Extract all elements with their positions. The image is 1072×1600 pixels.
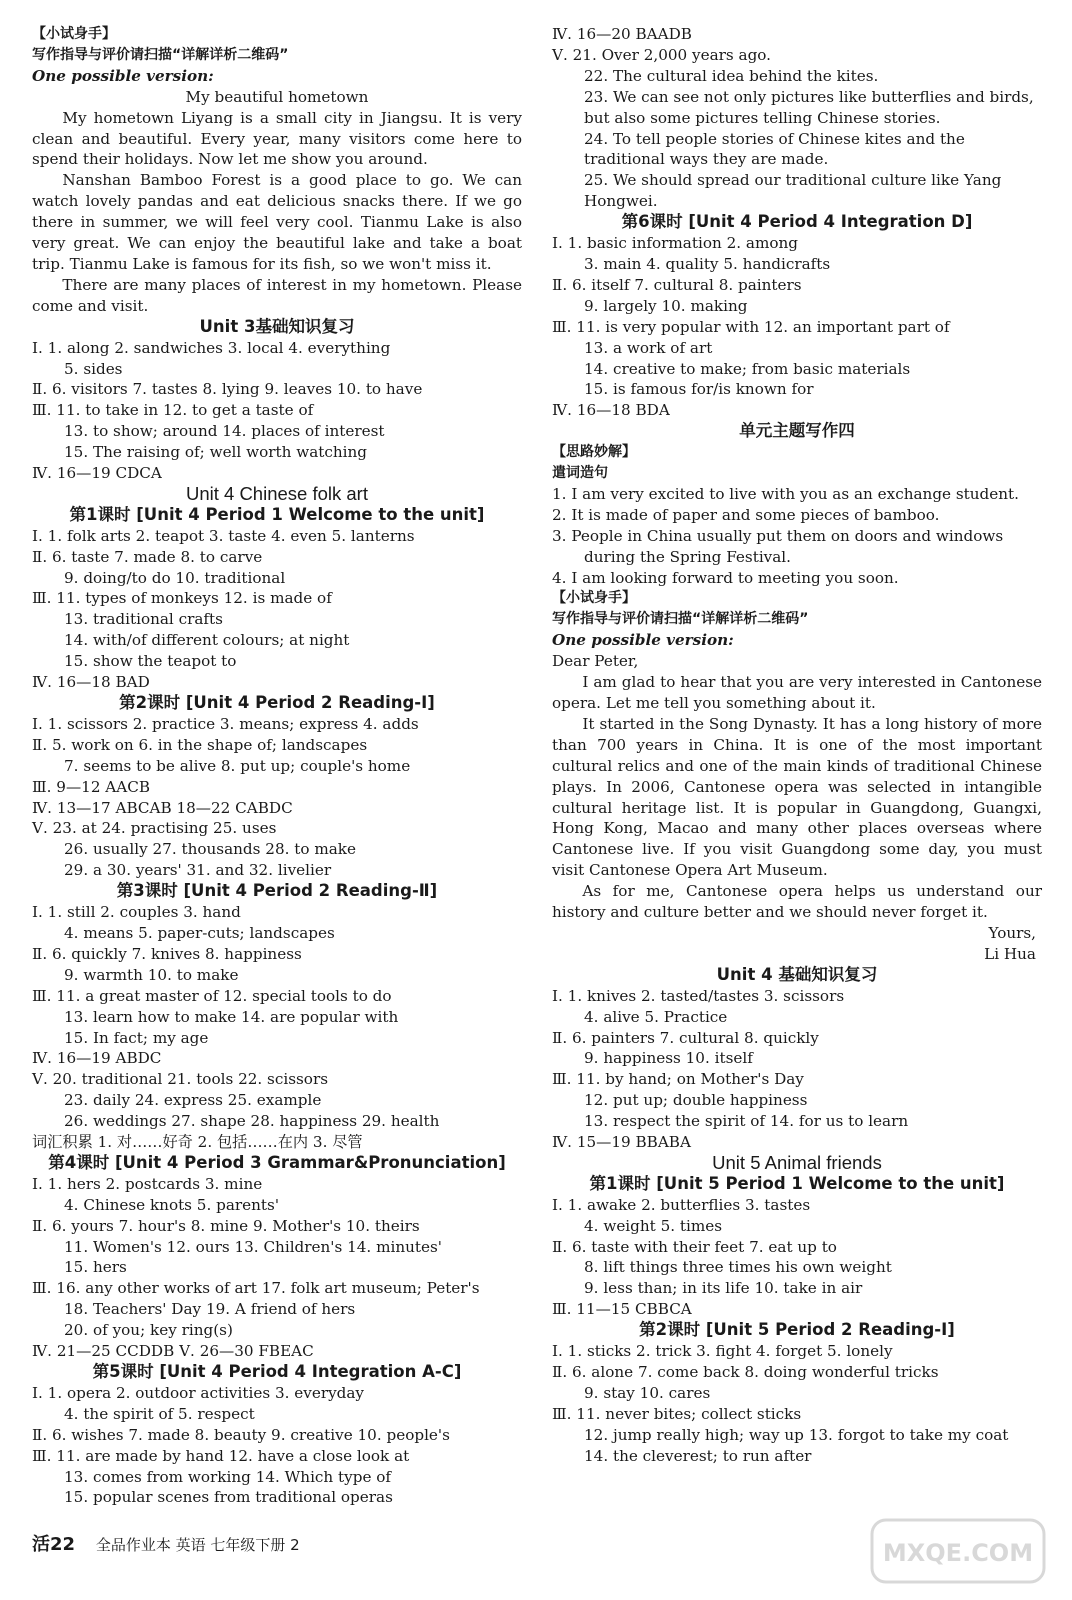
right-line-46: 第1课时 [Unit 5 Period 1 Welcome to the unit] bbox=[589, 1173, 1005, 1193]
left-line-19: 9. doing/to do 10. traditional bbox=[64, 568, 286, 587]
right-line-4: but also some pictures telling Chinese stories. bbox=[584, 108, 941, 127]
right-line-18: Ⅳ. 16—18 BDA bbox=[552, 401, 670, 420]
right-line-40: 9. happiness 10. itself bbox=[584, 1049, 753, 1068]
left-line-40: 13. learn how to make 14. are popular with bbox=[64, 1007, 399, 1026]
right-line-19: 单元主题写作四 bbox=[739, 421, 855, 441]
right-line-26: 4. I am looking forward to meeting you soon. bbox=[552, 568, 899, 587]
right-line-53: 第2课时 [Unit 5 Period 2 Reading-Ⅰ] bbox=[639, 1320, 955, 1340]
right-line-14: Ⅲ. 11. is very popular with 12. an important part of bbox=[552, 317, 950, 336]
left-line-63: 15. popular scenes from traditional operas bbox=[64, 1488, 393, 1507]
right-line-1: Ⅴ. 21. Over 2,000 years ago. bbox=[552, 45, 772, 64]
right-line-48: 4. weight 5. times bbox=[584, 1216, 723, 1235]
left-line-47: 第4课时 [Unit 4 Period 3 Grammar&Pronunciation] bbox=[48, 1152, 506, 1172]
left-line-43: Ⅴ. 20. traditional 21. tools 22. scissors bbox=[32, 1070, 329, 1089]
right-line-50: 8. lift things three times his own weight bbox=[584, 1258, 892, 1277]
left-line-55: 20. of you; key ring(s) bbox=[64, 1321, 233, 1340]
left-line-39: Ⅲ. 11. a great master of 12. special tools to do bbox=[32, 986, 392, 1005]
left-line-53: Ⅲ. 16. any other works of art 17. folk art museum; Peter's bbox=[32, 1279, 480, 1298]
right-line-16: 14. creative to make; from basic materials bbox=[584, 359, 911, 378]
right-line-41: Ⅲ. 11. by hand; on Mother's Day bbox=[552, 1070, 804, 1089]
left-line-1: 写作指导与评价请扫描“详解详析二维码” bbox=[32, 46, 289, 63]
left-line-11: Ⅲ. 11. to take in 12. to get a taste of bbox=[32, 401, 314, 420]
right-line-5: 24. To tell people stories of Chinese kites and the bbox=[584, 129, 965, 148]
right-line-29: One possible version: bbox=[552, 631, 734, 650]
right-line-7: 25. We should spread our traditional culture like Yang bbox=[584, 171, 1002, 190]
left-line-31: Ⅴ. 23. at 24. practising 25. uses bbox=[32, 819, 277, 838]
right-line-17: 15. is famous for/is known for bbox=[584, 380, 814, 399]
right-line-6: traditional ways they are made. bbox=[584, 150, 829, 169]
right-line-20: 【思路妙解】 bbox=[552, 444, 636, 461]
page-footer bbox=[32, 1530, 300, 1556]
right-line-49: Ⅱ. 6. taste with their feet 7. eat up to bbox=[552, 1237, 837, 1256]
right-line-13: 9. largely 10. making bbox=[584, 296, 748, 315]
book-title: 全品作业本 英语 七年级下册 2 bbox=[95, 1536, 300, 1554]
right-line-21: 遣词造句 bbox=[552, 465, 608, 482]
left-line-28: 7. seems to be alive 8. put up; couple's home bbox=[64, 756, 411, 775]
left-line-54: 18. Teachers' Day 19. A friend of hers bbox=[64, 1300, 356, 1319]
right-line-52: Ⅲ. 11—15 CBBCA bbox=[552, 1300, 692, 1319]
right-line-45: Unit 5 Animal friends bbox=[712, 1151, 882, 1173]
right-line-32: It started in the Song Dynasty. It has a long history of more than 700 years in China. It is one of the most important cultural relics and one of the main kinds of traditional Chinese plays. In 2006, Cantonese opera was selected in intangible cultural heritage list. It is popular in Guangdong, Guangxi, Hong Kong, Macao and many other places overseas where Cantonese live. If you visit Guangdong some day, you must visit Cantonese Opera Art Museum. bbox=[552, 714, 1042, 880]
left-line-15: Unit 4 Chinese folk art bbox=[185, 482, 368, 504]
left-line-35: Ⅰ. 1. still 2. couples 3. hand bbox=[32, 903, 241, 922]
right-line-51: 9. less than; in its life 10. take in air bbox=[584, 1279, 863, 1298]
right-line-37: Ⅰ. 1. knives 2. tasted/tastes 3. scissors bbox=[552, 986, 845, 1005]
right-column bbox=[552, 24, 1042, 1467]
left-line-57: 第5课时 [Unit 4 Period 4 Integration A-C] bbox=[92, 1362, 462, 1381]
watermark-logo bbox=[868, 1516, 1048, 1586]
left-line-16: 第1课时 [Unit 4 Period 1 Welcome to the unit] bbox=[69, 504, 485, 524]
left-line-20: Ⅲ. 11. types of monkeys 12. is made of bbox=[32, 589, 332, 608]
left-line-52: 15. hers bbox=[64, 1258, 127, 1277]
left-line-24: Ⅳ. 16—18 BAD bbox=[32, 673, 150, 692]
right-line-22: 1. I am very excited to live with you as an exchange student. bbox=[552, 484, 1019, 503]
right-line-30: Dear Peter, bbox=[552, 652, 639, 671]
left-line-21: 13. traditional crafts bbox=[64, 610, 223, 629]
left-line-29: Ⅲ. 9—12 AACB bbox=[32, 777, 151, 796]
right-line-56: 9. stay 10. cares bbox=[584, 1383, 711, 1402]
right-line-59: 14. the cleverest; to run after bbox=[584, 1446, 812, 1465]
left-line-48: Ⅰ. 1. hers 2. postcards 3. mine bbox=[32, 1174, 263, 1193]
watermark-text: MXQE.COM bbox=[882, 1539, 1034, 1567]
right-line-38: 4. alive 5. Practice bbox=[584, 1007, 728, 1026]
left-line-3: My beautiful hometown bbox=[185, 87, 369, 106]
right-line-23: 2. It is made of paper and some pieces of bamboo. bbox=[552, 505, 940, 524]
left-line-8: Ⅰ. 1. along 2. sandwiches 3. local 4. everything bbox=[32, 338, 391, 357]
right-line-43: 13. respect the spirit of 14. for us to learn bbox=[584, 1112, 909, 1131]
right-line-3: 23. We can see not only pictures like butterflies and birds, bbox=[584, 87, 1034, 106]
left-line-12: 13. to show; around 14. places of interest bbox=[64, 422, 385, 441]
left-line-25: 第2课时 [Unit 4 Period 2 Reading-Ⅰ] bbox=[119, 693, 435, 712]
left-line-36: 4. means 5. paper-cuts; landscapes bbox=[64, 923, 335, 942]
right-line-34: Yours, bbox=[988, 923, 1036, 942]
right-line-47: Ⅰ. 1. awake 2. butterflies 3. tastes bbox=[552, 1195, 811, 1214]
right-line-12: Ⅱ. 6. itself 7. cultural 8. painters bbox=[552, 275, 802, 294]
left-line-7: Unit 3基础知识复习 bbox=[199, 316, 355, 336]
right-line-11: 3. main 4. quality 5. handicrafts bbox=[584, 254, 831, 273]
right-line-10: Ⅰ. 1. basic information 2. among bbox=[552, 234, 798, 253]
left-line-38: 9. warmth 10. to make bbox=[64, 965, 239, 984]
left-line-45: 26. weddings 27. shape 28. happiness 29. health bbox=[64, 1112, 440, 1131]
left-line-34: 第3课时 [Unit 4 Period 2 Reading-Ⅱ] bbox=[116, 881, 438, 901]
left-line-33: 29. a 30. years' 31. and 32. livelier bbox=[64, 861, 332, 880]
right-line-54: Ⅰ. 1. sticks 2. trick 3. fight 4. forget 5. lonely bbox=[552, 1342, 893, 1361]
right-line-35: Li Hua bbox=[984, 944, 1036, 963]
left-line-59: 4. the spirit of 5. respect bbox=[64, 1404, 255, 1423]
left-line-17: Ⅰ. 1. folk arts 2. teapot 3. taste 4. even 5. lanterns bbox=[32, 526, 415, 545]
left-line-41: 15. In fact; my age bbox=[64, 1028, 209, 1047]
left-line-14: Ⅳ. 16—19 CDCA bbox=[32, 464, 162, 483]
left-line-42: Ⅳ. 16—19 ABDC bbox=[32, 1049, 162, 1068]
left-line-50: Ⅱ. 6. yours 7. hour's 8. mine 9. Mother's 10. theirs bbox=[32, 1216, 420, 1235]
right-line-39: Ⅱ. 6. painters 7. cultural 8. quickly bbox=[552, 1028, 819, 1047]
right-line-15: 13. a work of art bbox=[584, 338, 713, 357]
left-line-0: 【小试身手】 bbox=[32, 26, 116, 42]
right-line-24: 3. People in China usually put them on doors and windows bbox=[552, 526, 1004, 545]
left-line-56: Ⅳ. 21—25 CCDDB Ⅴ. 26—30 FBEAC bbox=[32, 1342, 314, 1361]
left-line-44: 23. daily 24. express 25. example bbox=[64, 1091, 322, 1110]
right-line-2: 22. The cultural idea behind the kites. bbox=[584, 66, 879, 85]
right-line-36: Unit 4 基础知识复习 bbox=[716, 964, 878, 984]
right-line-42: 12. put up; double happiness bbox=[584, 1091, 808, 1110]
page-number: 活22 bbox=[32, 1534, 76, 1555]
left-line-10: Ⅱ. 6. visitors 7. tastes 8. lying 9. leaves 10. to have bbox=[32, 380, 423, 399]
right-line-55: Ⅱ. 6. alone 7. come back 8. doing wonderful tricks bbox=[552, 1363, 939, 1381]
left-line-23: 15. show the teapot to bbox=[64, 652, 237, 671]
left-line-22: 14. with/of different colours; at night bbox=[64, 631, 350, 650]
left-line-61: Ⅲ. 11. are made by hand 12. have a close look at bbox=[32, 1446, 410, 1465]
left-column bbox=[32, 24, 522, 1508]
right-line-57: Ⅲ. 11. never bites; collect sticks bbox=[552, 1404, 802, 1423]
left-line-58: Ⅰ. 1. opera 2. outdoor activities 3. everyday bbox=[32, 1383, 365, 1402]
left-line-51: 11. Women's 12. ours 13. Children's 14. minutes' bbox=[64, 1237, 442, 1256]
left-line-13: 15. The raising of; well worth watching bbox=[64, 443, 368, 462]
right-line-31: I am glad to hear that you are very interested in Cantonese opera. Let me tell you something about it. bbox=[552, 673, 1042, 712]
right-line-27: 【小试身手】 bbox=[552, 590, 636, 607]
left-line-27: Ⅱ. 5. work on 6. in the shape of; landscapes bbox=[32, 735, 368, 754]
left-line-26: Ⅰ. 1. scissors 2. practice 3. means; express 4. adds bbox=[32, 714, 419, 733]
left-line-4: My hometown Liyang is a small city in Jiangsu. It is very clean and beautiful. Every year, many visitors come here to spend their holidays. Now let me show you around. bbox=[32, 108, 522, 169]
left-line-49: 4. Chinese knots 5. parents' bbox=[64, 1195, 280, 1214]
left-line-37: Ⅱ. 6. quickly 7. knives 8. happiness bbox=[32, 944, 302, 963]
right-line-9: 第6课时 [Unit 4 Period 4 Integration D] bbox=[621, 212, 973, 232]
right-line-44: Ⅳ. 15—19 BBABA bbox=[552, 1133, 691, 1152]
left-line-2: One possible version: bbox=[32, 66, 214, 85]
left-line-60: Ⅱ. 6. wishes 7. made 8. beauty 9. creative 10. people's bbox=[32, 1425, 450, 1444]
left-line-32: 26. usually 27. thousands 28. to make bbox=[64, 840, 356, 859]
left-line-62: 13. comes from working 14. Which type of bbox=[64, 1467, 392, 1486]
right-line-0: Ⅳ. 16—20 BAADB bbox=[552, 25, 692, 43]
left-line-46: 词汇积累 1. 对……好奇 2. 包括……在内 3. 尽管 bbox=[32, 1133, 363, 1152]
left-line-5: Nanshan Bamboo Forest is a good place to go. We can watch lovely pandas and eat delicious snacks there. If we go there in summer, we will feel very cool. Tianmu Lake is also very great. We can enjoy the beautiful lake and take a boat trip. Tianmu Lake is famous for its fish, so we won't miss it. bbox=[32, 171, 522, 273]
right-line-33: As for me, Cantonese opera helps us understand our history and culture better and we should never forget it. bbox=[552, 882, 1042, 922]
left-line-18: Ⅱ. 6. taste 7. made 8. to carve bbox=[32, 547, 263, 566]
right-line-8: Hongwei. bbox=[584, 192, 658, 211]
left-line-6: There are many places of interest in my hometown. Please come and visit. bbox=[32, 275, 522, 315]
left-line-30: Ⅳ. 13—17 ABCAB 18—22 CABDC bbox=[32, 798, 293, 817]
right-line-58: 12. jump really high; way up 13. forgot to take my coat bbox=[584, 1425, 1009, 1444]
left-line-9: 5. sides bbox=[64, 359, 123, 378]
right-line-25: during the Spring Festival. bbox=[584, 547, 791, 566]
right-line-28: 写作指导与评价请扫描“详解详析二维码” bbox=[552, 611, 809, 628]
